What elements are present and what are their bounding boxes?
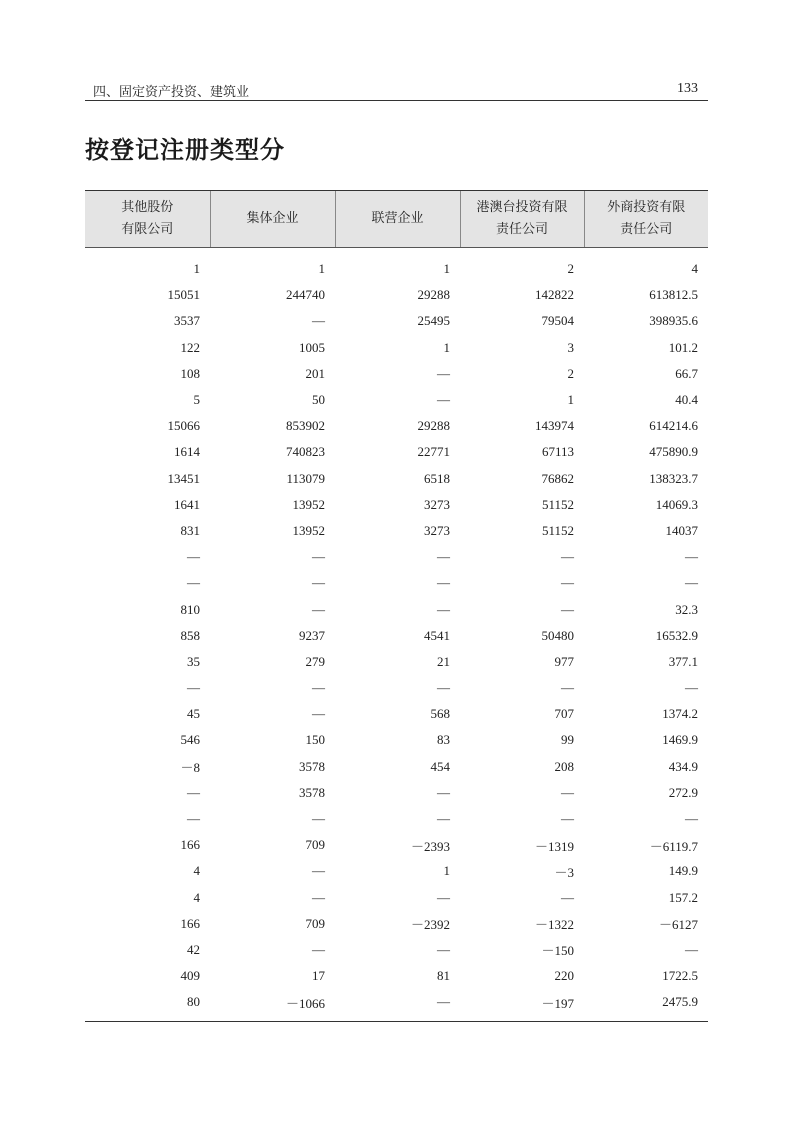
table-header-row [85,191,708,248]
table-cell: — [561,680,574,696]
column-header [210,191,335,248]
table-cell: — [437,392,450,408]
table-cell: 142822 [535,287,574,303]
table-row [85,466,708,492]
table-cell: 4 [691,261,698,277]
table-cell: 113079 [286,470,325,486]
table-row [85,937,708,963]
table-row [85,596,708,622]
table-body [85,248,708,1016]
table-row [85,544,708,570]
table-cell: — [685,811,698,827]
table-cell: 32.3 [675,601,698,617]
table-row [85,832,708,858]
column-header [460,191,584,248]
table-cell: — [312,889,325,905]
table-cell: — [187,575,200,591]
table-cell: 14037 [665,522,698,538]
table-cell: 166 [180,837,200,853]
column-header-line: 责任公司 [620,222,673,237]
table-cell: — [187,680,200,696]
table-cell: — [312,941,325,957]
table-cell: — [187,784,200,800]
table-cell: 1 [443,339,450,355]
table-cell: 143974 [535,418,574,434]
table-cell: 1614 [174,444,200,460]
header-divider [85,100,708,101]
table-cell: 25495 [417,313,450,329]
table-cell: — [685,941,698,957]
table-cell: 3273 [424,522,450,538]
table-cell: 83 [437,732,450,748]
table-cell: 2 [567,261,574,277]
table-cell: 29288 [417,287,450,303]
table-row [85,623,708,649]
table-cell: — [437,575,450,591]
table-cell: 29288 [417,418,450,434]
table-cell: 810 [180,601,200,617]
table-cell: 1005 [299,339,325,355]
table-cell: 3273 [424,496,450,512]
table-cell: 80 [187,994,200,1010]
table-cell: — [561,601,574,617]
column-header-line: 责任公司 [495,222,548,237]
table-cell: 101.2 [668,339,698,355]
table-cell: 4541 [424,627,450,643]
table-row [85,989,708,1015]
data-table-container [85,190,708,1015]
table-cell: 76862 [541,470,574,486]
table-row [85,361,708,387]
column-header [584,191,708,248]
column-header-line: 有限公司 [121,222,174,237]
table-cell: 1722.5 [662,968,698,984]
table-cell: 3537 [174,313,200,329]
section-title: 四、固定资产投资、建筑业 [93,85,250,100]
table-cell: 220 [554,968,574,984]
table-row [85,806,708,832]
table-cell: 3578 [299,758,325,774]
table-row [85,570,708,596]
table-cell: 13952 [292,496,325,512]
table-row [85,492,708,518]
table-cell: 1641 [174,496,200,512]
table-row [85,518,708,544]
table-cell: — [561,889,574,905]
table-cell: 377.1 [668,653,698,669]
table-cell: 13952 [292,522,325,538]
table-cell: －2392 [410,917,450,933]
table-cell: 138323.7 [649,470,698,486]
table-row [85,963,708,989]
table-cell: 614214.6 [649,418,698,434]
page-title: 按登记注册类型分 [85,136,285,164]
table-cell: — [685,575,698,591]
table-bottom-rule [85,1021,708,1022]
table-cell: — [437,811,450,827]
table-cell: — [312,680,325,696]
table-row [85,858,708,884]
table-cell: 4 [193,863,200,879]
table-cell: －6127 [658,917,698,933]
table-cell: 709 [305,915,325,931]
table-cell: — [437,889,450,905]
table-cell: 568 [430,706,450,722]
table-cell: 35 [187,653,200,669]
table-cell: 6518 [424,470,450,486]
table-cell: 707 [554,706,574,722]
column-header [85,191,210,248]
table-cell: 2475.9 [662,994,698,1010]
table-cell: －197 [541,995,574,1011]
column-header-line: 联营企业 [371,211,424,226]
table-cell: — [312,313,325,329]
table-cell: －2393 [410,838,450,854]
table-cell: — [312,706,325,722]
table-cell: 398935.6 [649,313,698,329]
table-cell: 13451 [167,470,200,486]
table-cell: 740823 [286,444,325,460]
table-cell: 853902 [286,418,325,434]
page-number: 133 [677,81,698,96]
table-cell: 40.4 [675,392,698,408]
table-cell: 99 [561,732,574,748]
table-cell: 546 [180,732,200,748]
table-cell: — [312,811,325,827]
table-cell: 977 [554,653,574,669]
table-cell: — [437,601,450,617]
table-cell: －1066 [285,995,325,1011]
table-cell: 454 [430,758,450,774]
table-cell: — [437,549,450,565]
table-cell: — [437,941,450,957]
table-cell: 1 [567,392,574,408]
table-row [85,413,708,439]
table-cell: 1 [318,261,325,277]
table-cell: 1 [443,863,450,879]
table-cell: 51152 [541,522,574,538]
table-cell: 150 [305,732,325,748]
table-cell: 17 [312,968,325,984]
table-cell: 15051 [167,287,200,303]
table-cell: — [312,549,325,565]
table-cell: 79504 [541,313,574,329]
table-row [85,282,708,308]
table-cell: 1469.9 [662,732,698,748]
table-cell: — [312,575,325,591]
table-cell: 208 [554,758,574,774]
table-cell: 66.7 [675,365,698,381]
table-row [85,248,708,283]
table-row [85,780,708,806]
table-cell: －1319 [534,838,574,854]
table-cell: — [187,811,200,827]
table-cell: 9237 [299,627,325,643]
table-cell: 1 [193,261,200,277]
table-cell: 1 [443,261,450,277]
table-cell: 157.2 [668,889,698,905]
table-cell: 15066 [167,418,200,434]
table-cell: 149.9 [668,863,698,879]
table-cell: — [561,549,574,565]
table-cell: 201 [305,365,325,381]
table-row [85,387,708,413]
table-cell: －8 [180,760,200,776]
table-cell: 831 [180,522,200,538]
table-cell: 709 [305,837,325,853]
column-header [335,191,460,248]
column-header-line: 外商投资有限 [607,200,686,215]
table-cell: — [561,575,574,591]
table-cell: 22771 [417,444,450,460]
table-cell: 858 [180,627,200,643]
table-cell: 4 [193,889,200,905]
table-row [85,911,708,937]
table-cell: — [437,365,450,381]
table-row [85,439,708,465]
table-cell: — [437,994,450,1010]
table-cell: 16532.9 [655,627,698,643]
table-cell: — [437,680,450,696]
table-row [85,885,708,911]
table-cell: 50 [312,392,325,408]
column-header-line: 港澳台投资有限 [476,200,568,215]
table-cell: －6119.7 [649,838,698,854]
table-cell: — [561,811,574,827]
table-row [85,701,708,727]
table-row [85,649,708,675]
table-row [85,727,708,753]
table-cell: 434.9 [668,758,698,774]
table-cell: －150 [541,943,574,959]
table-row [85,308,708,334]
table-cell: －1322 [534,917,574,933]
table-cell: 1374.2 [662,706,698,722]
table-cell: 244740 [286,287,325,303]
table-cell: 3578 [299,784,325,800]
table-cell: 475890.9 [649,444,698,460]
data-table [85,190,708,1015]
table-cell: 166 [180,915,200,931]
table-cell: 21 [437,653,450,669]
table-cell: 50480 [541,627,574,643]
table-cell: 3 [567,339,574,355]
table-cell: 5 [193,392,200,408]
table-cell: 409 [180,968,200,984]
table-cell: －3 [554,864,574,880]
table-cell: 14069.3 [655,496,698,512]
table-cell: 272.9 [668,784,698,800]
column-header-line: 集体企业 [246,211,299,226]
table-cell: 279 [305,653,325,669]
running-head [85,78,708,100]
table-cell: — [561,784,574,800]
table-cell: 2 [567,365,574,381]
table-cell: 67113 [541,444,574,460]
table-cell: — [685,549,698,565]
table-row [85,754,708,780]
table-cell: 122 [180,339,200,355]
table-cell: 108 [180,365,200,381]
table-cell: — [312,863,325,879]
table-cell: 51152 [541,496,574,512]
table-cell: 45 [187,706,200,722]
table-cell: — [187,549,200,565]
table-cell: — [685,680,698,696]
table-row [85,335,708,361]
table-cell: 613812.5 [649,287,698,303]
table-cell: 42 [187,941,200,957]
table-cell: — [312,601,325,617]
table-row [85,675,708,701]
column-header-line: 其他股份 [121,200,174,215]
table-cell: 81 [437,968,450,984]
table-cell: — [437,784,450,800]
